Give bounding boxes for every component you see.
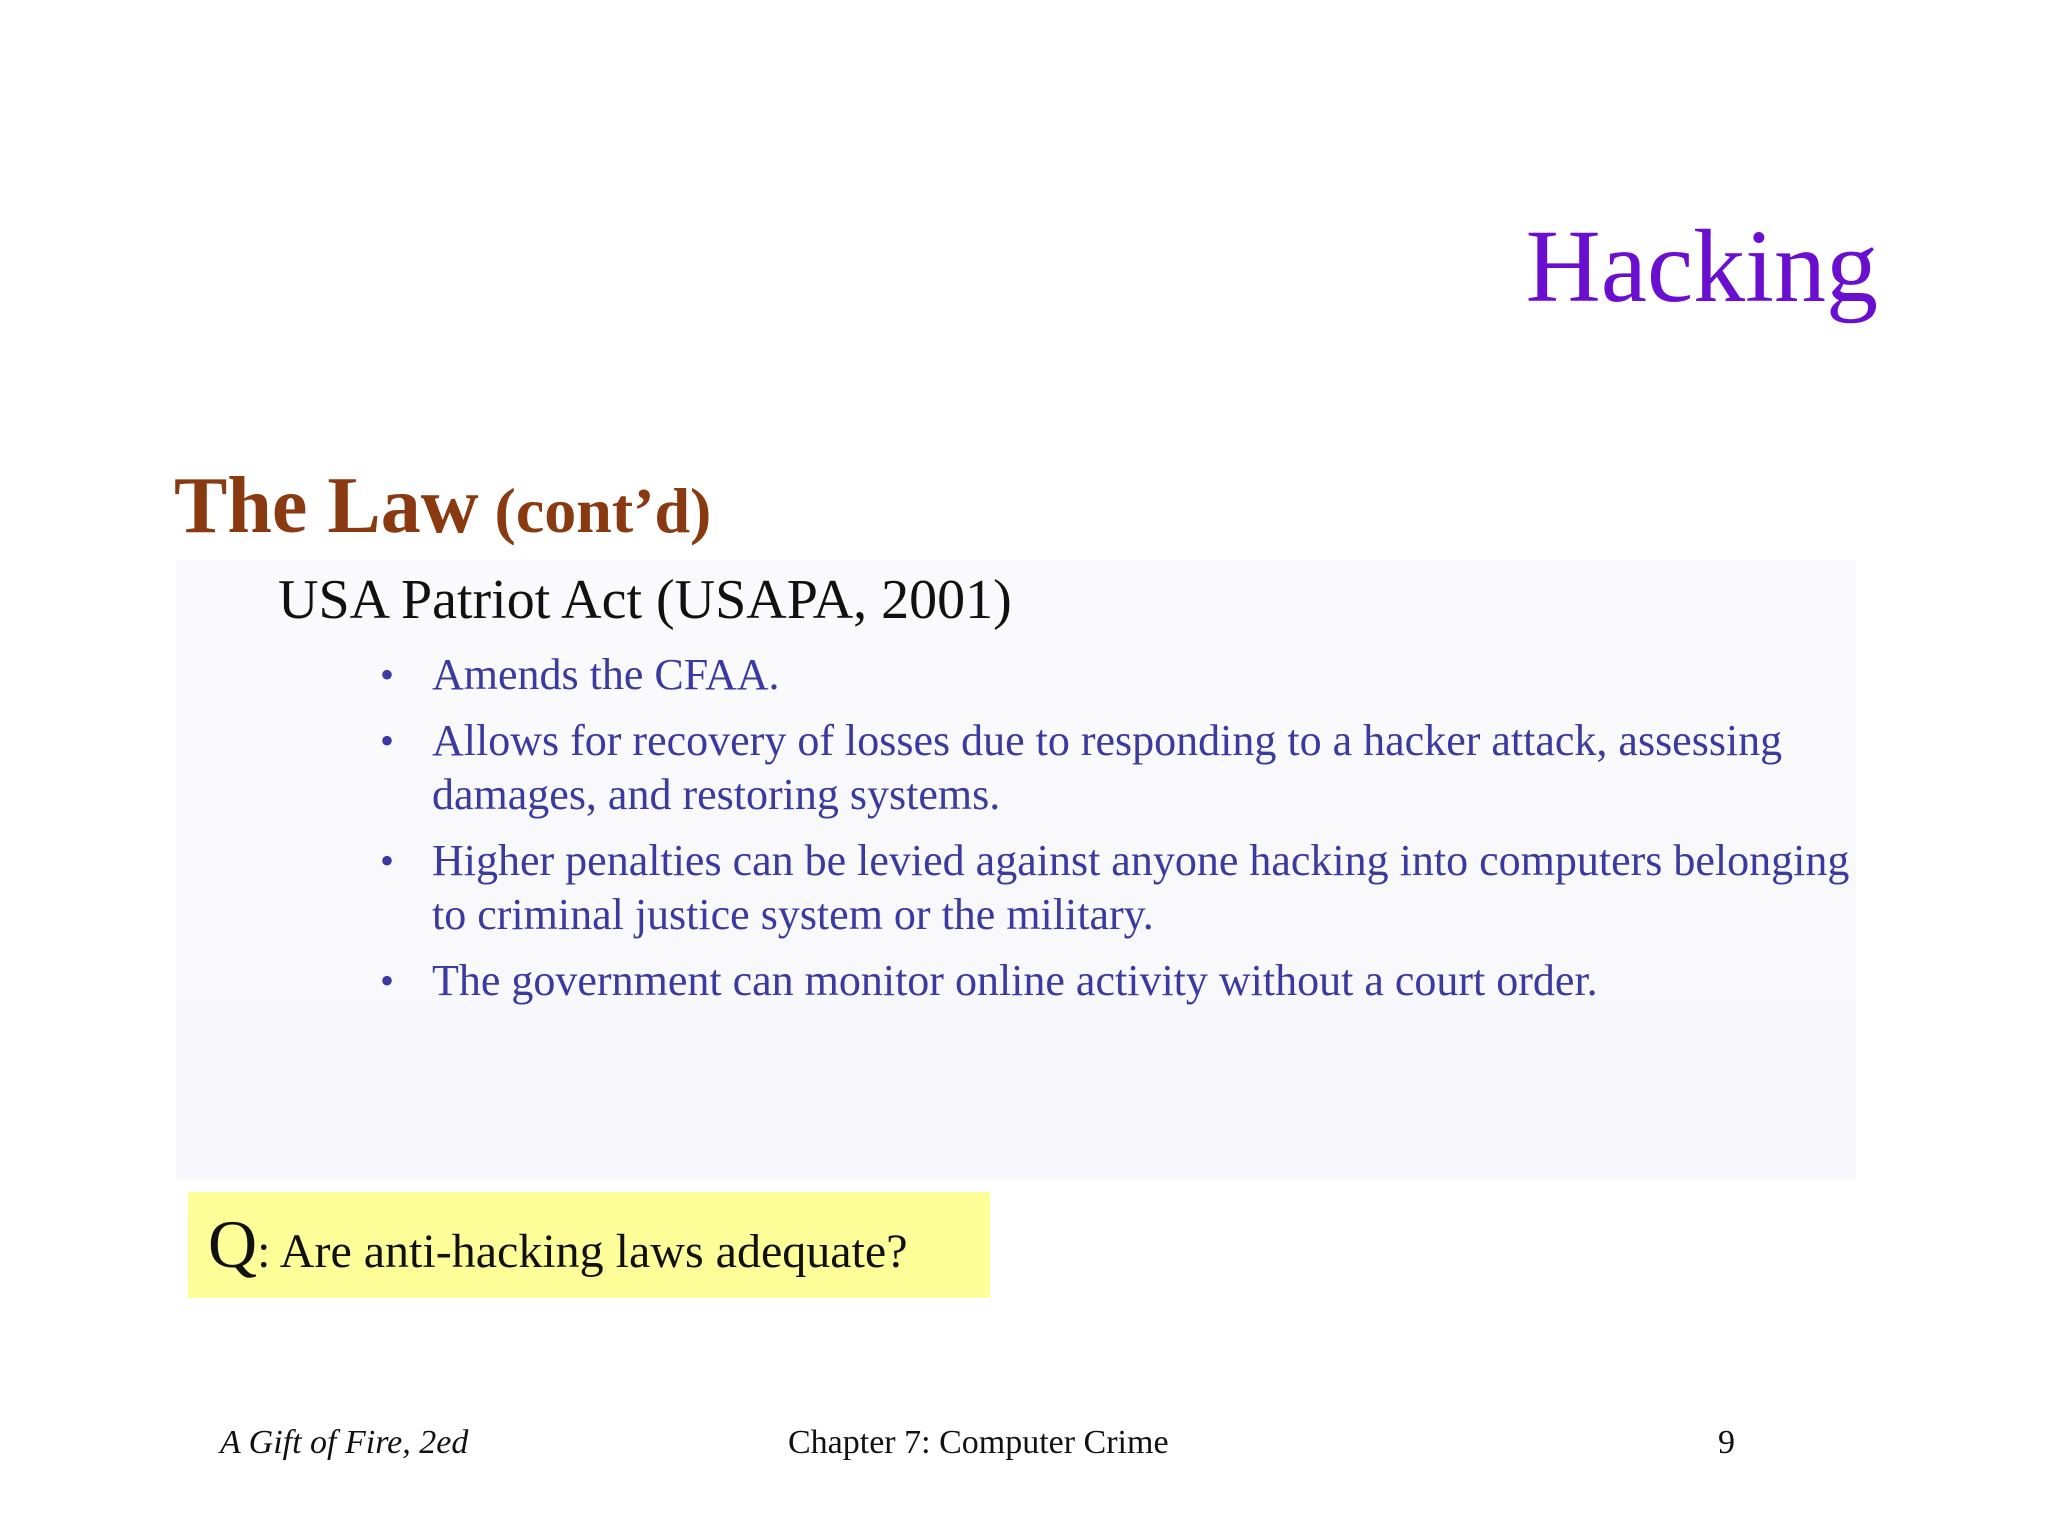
bullet-list [380, 648, 1880, 1020]
bullet-item [380, 834, 1880, 942]
question-highlight-box [188, 1192, 990, 1298]
question-text [208, 1206, 908, 1282]
section-heading [174, 462, 711, 550]
bullet-marker: • [380, 958, 395, 1003]
slide-title: Hacking [1525, 209, 1878, 324]
footer-chapter: Chapter 7: Computer Crime [788, 1424, 1169, 1461]
bullet-marker: • [380, 718, 395, 763]
section-heading-main: The Law [174, 462, 479, 550]
question-body: : Are anti-hacking laws adequate? [257, 1225, 908, 1278]
bullet-item [380, 714, 1880, 822]
bullet-item [380, 648, 1880, 702]
bullet-marker: • [380, 652, 395, 697]
bullet-text: Amends the CFAA. [432, 650, 780, 699]
bullet-text: Higher penalties can be levied against anyone hacking into computers belonging to criminal justice system or the military. [432, 836, 1850, 939]
footer-page-number: 9 [1718, 1424, 1735, 1461]
act-subheading: USA Patriot Act (USAPA, 2001) [278, 569, 1012, 631]
bullet-marker: • [380, 838, 395, 883]
section-heading-suffix: (cont’d) [478, 475, 712, 546]
question-prefix: Q [208, 1206, 258, 1282]
bullet-item [380, 954, 1880, 1008]
bullet-text: Allows for recovery of losses due to responding to a hacker attack, assessing damages, and restoring systems. [432, 716, 1783, 819]
footer-book-title: A Gift of Fire, 2ed [220, 1424, 469, 1461]
bullet-text: The government can monitor online activity without a court order. [432, 956, 1598, 1005]
